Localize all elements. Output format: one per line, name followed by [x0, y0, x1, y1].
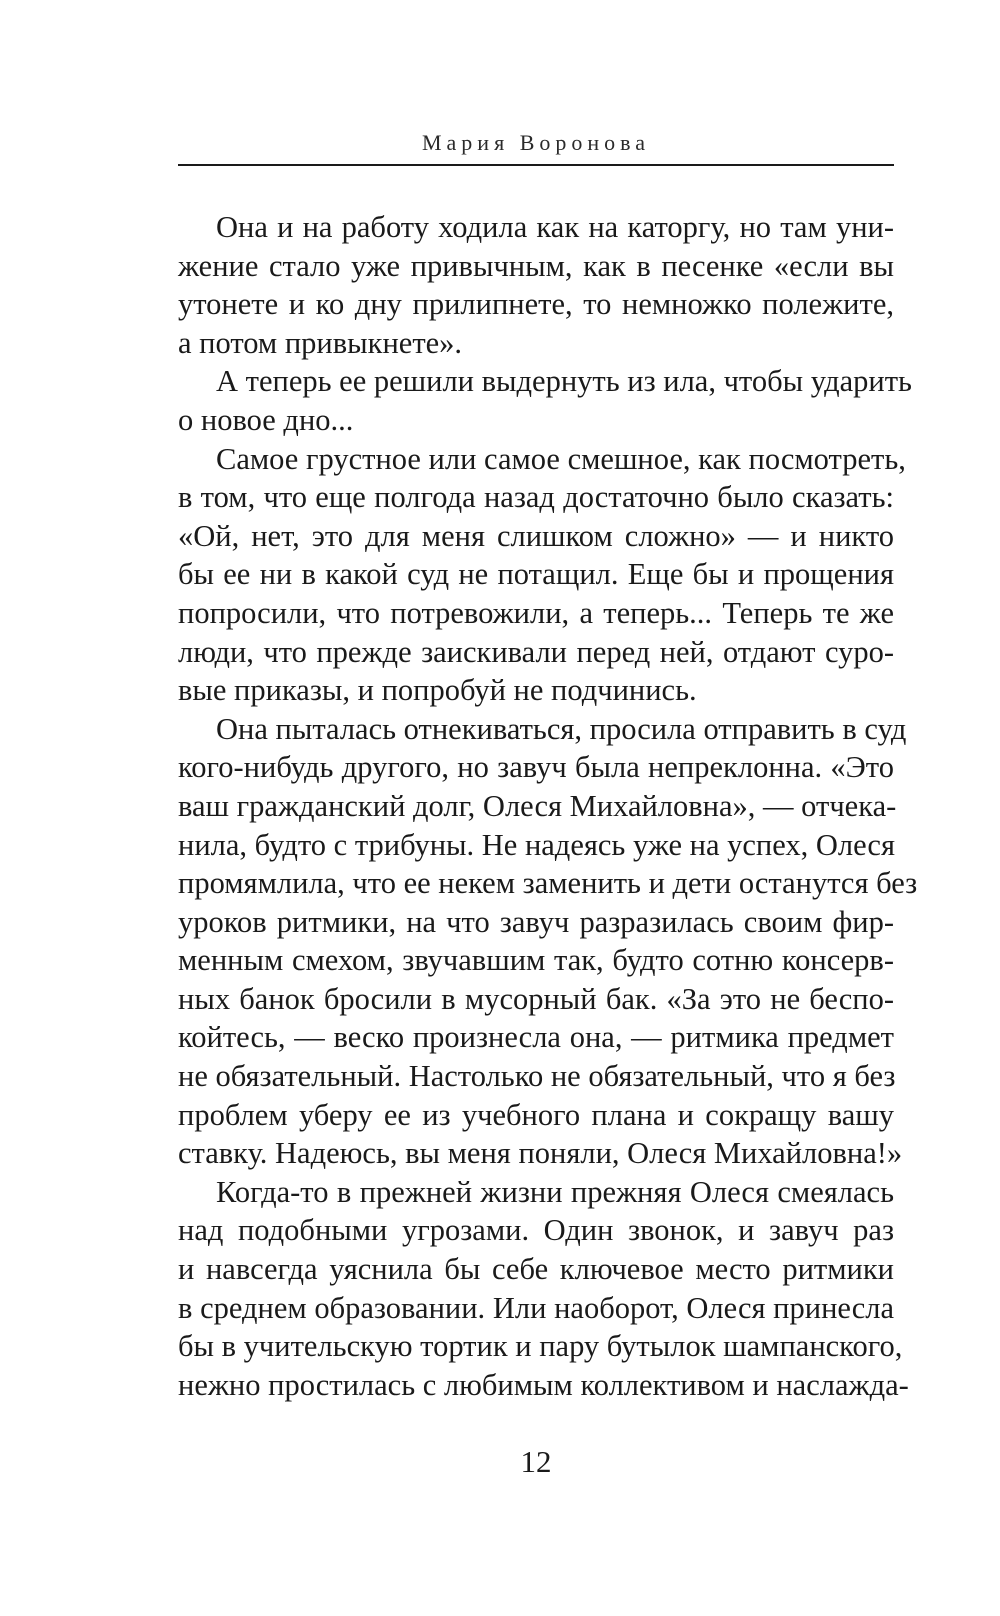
text-line: вые приказы, и попробуй не подчинись.: [178, 673, 697, 708]
text-line: Самое грустное или самое смешное, как посмотреть,: [216, 441, 906, 476]
text-line: койтесь, — веско произнесла она, — ритмика предмет: [178, 1020, 894, 1055]
page-number: 12: [520, 1444, 552, 1479]
text-line: люди, что прежде заискивали перед ней, отдают суро-: [178, 634, 894, 669]
text-line: промямлила, что ее некем заменить и дети останутся без: [178, 866, 918, 901]
text-line: о новое дно...: [178, 402, 354, 437]
text-line: жение стало уже привычным, как в песенке «если вы: [178, 248, 894, 283]
text-line: не обязательный. Настолько не обязательный, что я без: [178, 1059, 896, 1094]
text-line: бы ее ни в какой суд не потащил. Еще бы и прощения: [178, 557, 894, 592]
text-line: А теперь ее решили выдернуть из ила, чтобы ударить: [216, 364, 912, 399]
text-line: Она пыталась отнекиваться, просила отправить в суд: [216, 711, 907, 746]
body-text: [178, 208, 918, 1404]
text-line: и навсегда уяснила бы себе ключевое место ритмики: [178, 1252, 894, 1287]
text-line: а потом привыкнете».: [178, 325, 463, 360]
text-line: в среднем образовании. Или наоборот, Олеся принесла: [178, 1290, 894, 1325]
text-line: Она и на работу ходила как на каторгу, но там уни-: [216, 210, 894, 244]
text-line: утонете и ко дну прилипнете, то немножко полежите,: [178, 287, 894, 322]
text-line: в том, что еще полгода назад достаточно было сказать:: [178, 480, 894, 515]
text-line: нила, будто с трибуны. Не надеясь уже на успех, Олеся: [178, 827, 895, 862]
text-line: нежно простилась с любимым коллективом и наслажда-: [178, 1367, 909, 1402]
text-line: ваш гражданский долг, Олеся Михайловна», — отчека-: [178, 788, 897, 823]
text-line: ных банок бросили в мусорный бак. «За это не беспо-: [178, 981, 894, 1016]
text-line: попросили, что потревожили, а теперь... Теперь те же: [178, 595, 894, 630]
running-title: Мария Воронова: [421, 130, 651, 155]
text-line: уроков ритмики, на что завуч разразилась своим фир-: [178, 904, 894, 939]
text-line: проблем уберу ее из учебного плана и сокращу вашу: [178, 1097, 894, 1132]
text-line: над подобными угрозами. Один звонок, и завуч раз: [178, 1213, 894, 1248]
text-line: менным смехом, звучавшим так, будто сотню консерв-: [178, 943, 894, 978]
text-line: бы в учительскую тортик и пару бутылок шампанского,: [178, 1329, 903, 1364]
text-line: Когда-то в прежней жизни прежняя Олеся смеялась: [216, 1174, 894, 1209]
text-line: кого-нибудь другого, но завуч была непреклонна. «Это: [178, 750, 894, 785]
text-line: ставку. Надеюсь, вы меня поняли, Олеся Михайловна!»: [178, 1136, 903, 1171]
text-line: «Ой, нет, это для меня слишком сложно» — и никто: [178, 518, 894, 553]
header-rule: [178, 164, 894, 166]
